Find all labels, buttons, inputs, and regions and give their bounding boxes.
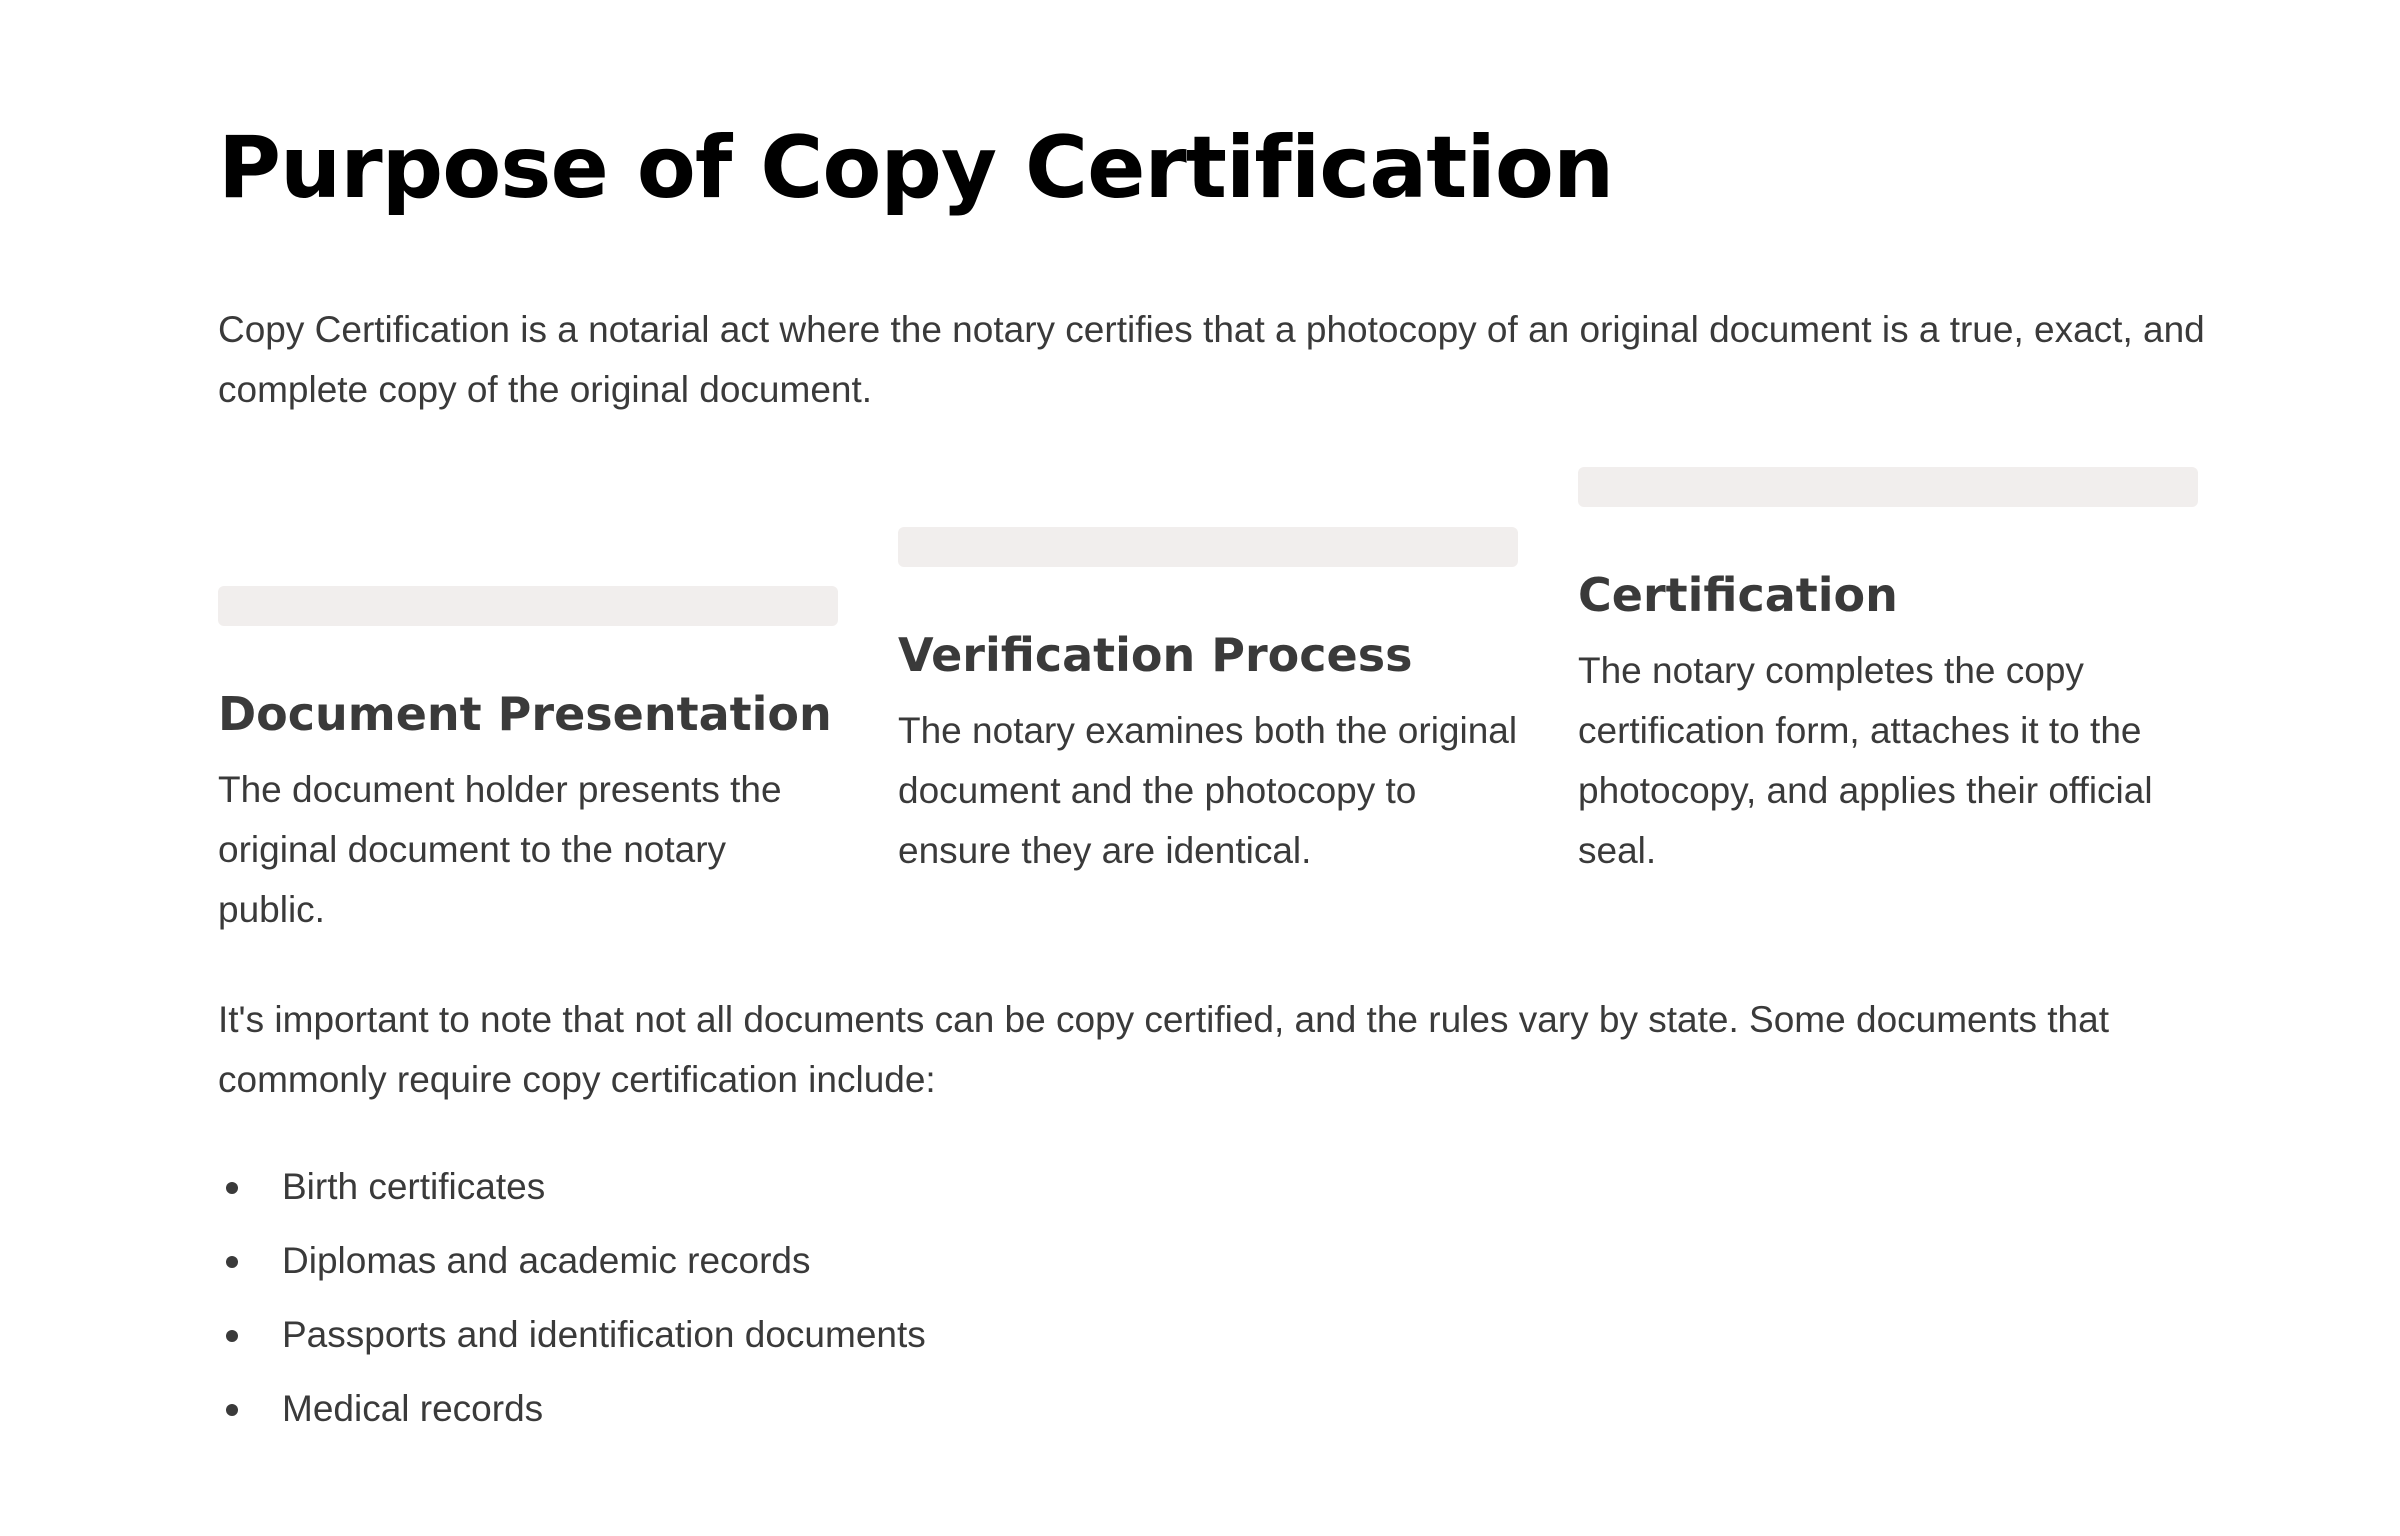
bullet-icon <box>226 1330 238 1342</box>
page-title: Purpose of Copy Certification <box>218 118 1614 218</box>
step-text: The notary examines both the original document and the photocopy to ensure they are identical. <box>898 710 1518 871</box>
step-text: The notary completes the copy certification form, attaches it to the photocopy, and applies their official seal. <box>1578 650 2153 871</box>
intro-paragraph: Copy Certification is a notarial act where the notary certifies that a photocopy of an original document is a true, exact, and complete copy of the original document. <box>218 309 2205 410</box>
bullet-icon <box>226 1404 238 1416</box>
list-item-label: Medical records <box>282 1388 544 1429</box>
list-item-label: Passports and identification documents <box>282 1314 926 1355</box>
bullet-icon <box>226 1182 238 1194</box>
list-item-label: Birth certificates <box>282 1166 546 1207</box>
note-paragraph: It's important to note that not all documents can be copy certified, and the rules vary by state. Some documents that commonly require copy certification include: <box>218 999 2109 1100</box>
list-item <box>218 1298 926 1372</box>
step-heading: Verification Process <box>898 628 1413 682</box>
step-bar <box>1578 467 2198 507</box>
step-card-certification <box>1578 467 2200 881</box>
list-item-label: Diplomas and academic records <box>282 1240 811 1281</box>
step-bar <box>898 527 1518 567</box>
step-card-verification-process <box>898 527 1520 881</box>
step-bar <box>218 586 838 626</box>
list-item <box>218 1150 926 1224</box>
list-item <box>218 1224 926 1298</box>
document-list <box>218 1150 926 1446</box>
step-card-document-presentation <box>218 586 840 940</box>
step-heading: Certification <box>1578 568 1898 622</box>
bullet-icon <box>226 1256 238 1268</box>
list-item <box>218 1372 926 1446</box>
step-heading: Document Presentation <box>218 687 832 741</box>
step-text: The document holder presents the original document to the notary public. <box>218 769 782 930</box>
